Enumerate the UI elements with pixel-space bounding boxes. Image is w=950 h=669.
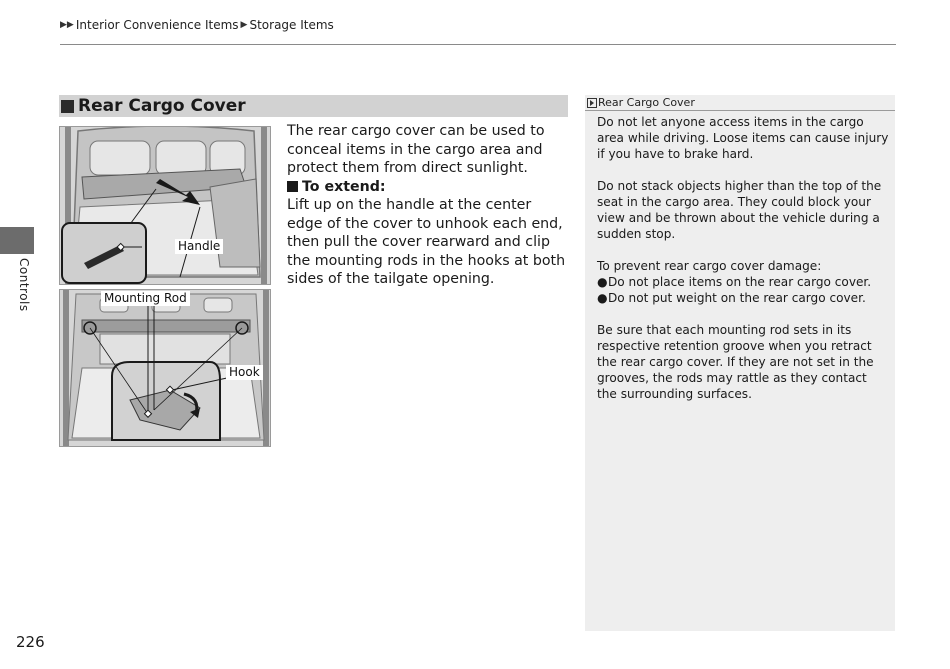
- list-item-text: Do not place items on the rear cargo cover.: [608, 275, 872, 289]
- cargo-area-drawing: [60, 127, 271, 285]
- list-item: [597, 290, 889, 306]
- header-divider: [60, 44, 896, 45]
- section-square-icon: [61, 100, 74, 113]
- list-item: [597, 274, 889, 290]
- note-paragraph: Be sure that each mounting rod sets in its respective retention groove when you retract the rear cargo cover. If they are not set in the grooves, the rods may rattle as they contact the surrounding surfaces.: [597, 323, 874, 401]
- reference-arrow-icon: [587, 98, 597, 108]
- subheading-square-icon: [287, 181, 298, 192]
- note-header: [585, 95, 895, 111]
- main-body: [287, 122, 569, 289]
- bullet-icon: ●: [597, 291, 608, 305]
- note-header-title[interactable]: Rear Cargo Cover: [598, 96, 695, 109]
- cargo-cover-handle-illustration: [59, 126, 271, 285]
- subheading-to-extend: [287, 178, 569, 197]
- page-number: 226: [16, 633, 45, 651]
- breadcrumb-arrow-icon: ▶: [240, 20, 248, 30]
- chapter-tab-label: Controls: [17, 258, 31, 312]
- list-item-text: Do not put weight on the rear cargo cover.: [608, 291, 866, 305]
- note-paragraph: Do not let anyone access items in the cargo area while driving. Loose items can cause injury if you have to brake hard.: [597, 115, 889, 161]
- cargo-cover-mounting-illustration: [59, 289, 271, 447]
- note-damage-block: [597, 258, 889, 306]
- instructions-paragraph: Lift up on the handle at the center edge of the cover to unhook each end, then pull the cover rearward and clip the mounting rods in the hooks at both sides of the tailgate opening.: [287, 197, 566, 287]
- subheading-label: To extend:: [302, 178, 386, 195]
- chapter-tab-marker: [0, 227, 34, 254]
- section-title: Rear Cargo Cover: [78, 96, 246, 116]
- intro-paragraph: The rear cargo cover can be used to conceal items in the cargo area and protect them from direct sunlight.: [287, 123, 545, 176]
- note-body: [597, 114, 889, 418]
- bullet-icon: ●: [597, 275, 608, 289]
- handle-callout: Handle: [175, 239, 223, 254]
- note-paragraph: To prevent rear cargo cover damage:: [597, 259, 822, 273]
- breadcrumb-item[interactable]: Interior Convenience Items: [75, 18, 239, 32]
- breadcrumb: [60, 18, 334, 32]
- breadcrumb-item[interactable]: Storage Items: [249, 18, 334, 32]
- note-paragraph: Do not stack objects higher than the top of the seat in the cargo area. They could block your view and be thrown about the vehicle during a sudden stop.: [597, 179, 882, 241]
- breadcrumb-arrow-icon: ▶▶: [60, 20, 74, 30]
- hook-callout: Hook: [226, 365, 263, 380]
- mounting-rod-callout: Mounting Rod: [101, 291, 190, 306]
- section-heading: [59, 95, 568, 117]
